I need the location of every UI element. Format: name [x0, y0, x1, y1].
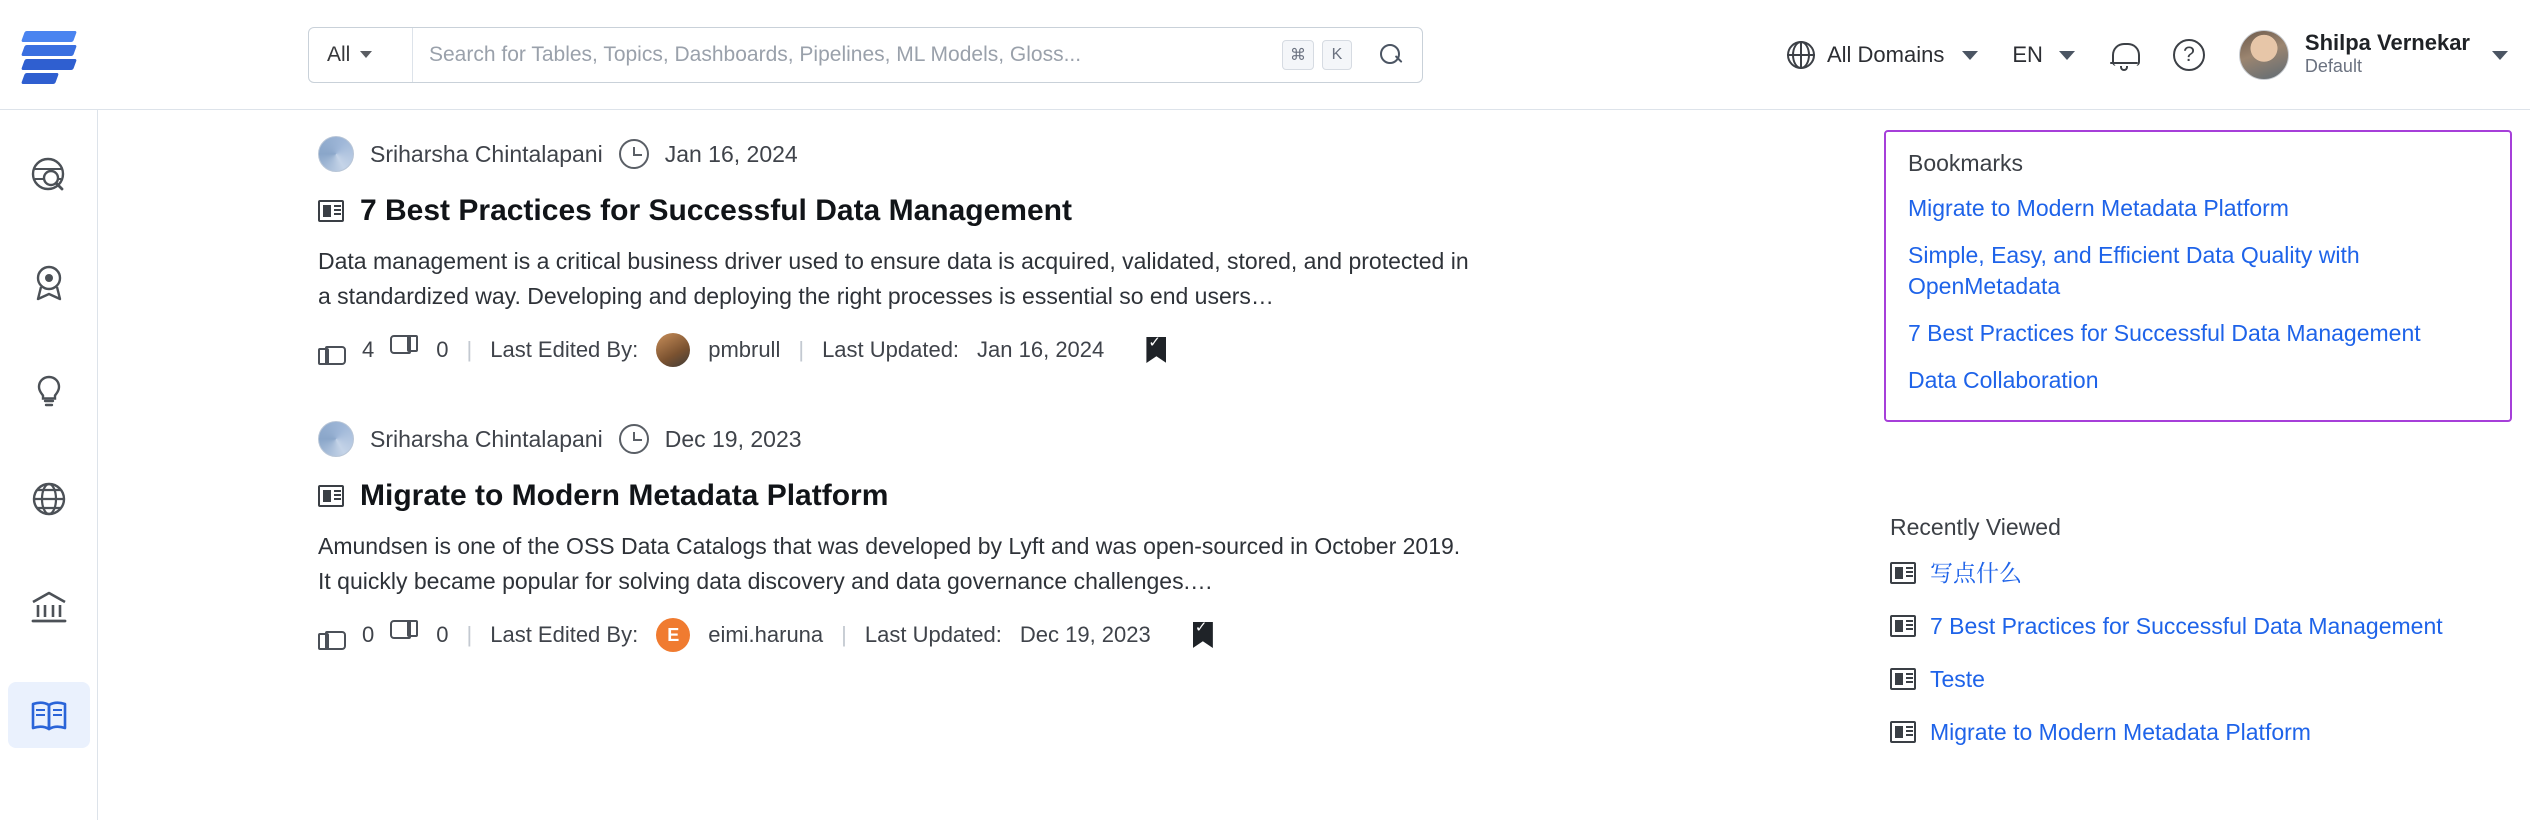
post-stats: [318, 618, 1868, 652]
thumbs-down-icon[interactable]: [392, 337, 418, 363]
global-search: [308, 27, 1423, 83]
search-scope-label: All: [327, 42, 351, 66]
kbd-meta: ⌘: [1282, 40, 1314, 70]
last-updated-value: Jan 16, 2024: [977, 337, 1105, 362]
sidebar-item-explore[interactable]: [8, 142, 90, 208]
bookmark-icon[interactable]: [1193, 622, 1213, 648]
domain-selector-label: All Domains: [1826, 42, 1945, 67]
editor-avatar: E: [656, 618, 690, 652]
kbd-k: K: [1322, 40, 1352, 70]
openmetadata-logo-icon: [23, 29, 75, 81]
divider: |: [466, 622, 473, 647]
last-edited-by: pmbrull: [708, 337, 781, 362]
app-logo[interactable]: [0, 0, 98, 110]
last-updated-label: Last Updated:: [864, 622, 1002, 647]
recently-viewed-link[interactable]: 写点什么: [1930, 560, 2022, 586]
recently-viewed-title: Recently Viewed: [1890, 514, 2061, 540]
top-right-actions: [1787, 0, 2508, 110]
post-title[interactable]: [318, 194, 1868, 228]
post-card: [318, 421, 1868, 652]
post-date: Jan 16, 2024: [664, 140, 798, 167]
recently-viewed-list: [1890, 558, 2510, 770]
post-title-text: Migrate to Modern Metadata Platform: [360, 479, 889, 512]
globe-icon: [27, 477, 71, 521]
post-card: [318, 136, 1868, 367]
post-date: Dec 19, 2023: [664, 425, 802, 452]
post-excerpt: Amundsen is one of the OSS Data Catalogs that was developed by Lyft and was open-sourced in October 2019. It quickly became popular for solving data discovery and data governance challenges.…: [318, 533, 1461, 594]
top-navigation-bar: [0, 0, 2530, 110]
post-meta: [318, 421, 1868, 457]
domain-selector[interactable]: [1787, 41, 1978, 69]
user-persona: Default: [2304, 56, 2362, 77]
chevron-down-icon: [2492, 51, 2508, 60]
last-updated-value: Dec 19, 2023: [1019, 622, 1151, 647]
like-count: 4: [362, 337, 375, 362]
editor-avatar: [656, 333, 690, 367]
clock-icon: [619, 424, 649, 454]
document-icon: [1890, 615, 1916, 637]
bookmark-link[interactable]: 7 Best Practices for Successful Data Management: [1908, 320, 2421, 347]
recently-viewed-link[interactable]: Migrate to Modern Metadata Platform: [1930, 719, 2311, 746]
explore-search-icon: [27, 153, 71, 197]
search-input[interactable]: [413, 29, 1282, 81]
language-selector[interactable]: [2012, 42, 2075, 68]
chevron-down-icon: [360, 51, 372, 58]
sidebar-item-observability[interactable]: [8, 250, 90, 316]
document-icon: [1890, 668, 1916, 690]
post-title-text: 7 Best Practices for Successful Data Management: [360, 194, 1072, 227]
like-count: 0: [362, 622, 375, 647]
sidebar-item-governance[interactable]: [8, 574, 90, 640]
sidebar-item-insights[interactable]: [8, 358, 90, 424]
post-title[interactable]: [318, 479, 1868, 513]
open-book-icon: [27, 693, 71, 737]
notifications-button[interactable]: [2109, 39, 2139, 71]
divider: |: [841, 622, 847, 647]
sidebar-item-domains[interactable]: [8, 466, 90, 532]
globe-icon: [1787, 41, 1815, 69]
list-item[interactable]: [1890, 664, 2510, 695]
bookmarks-panel: [1884, 130, 2512, 422]
divider: [1122, 337, 1128, 363]
post-author: Sriharsha Chintalapani: [370, 140, 603, 167]
sidebar-item-knowledge-center[interactable]: [8, 682, 90, 748]
bookmark-link[interactable]: Data Collaboration: [1908, 367, 2099, 394]
bookmark-link[interactable]: Simple, Easy, and Efficient Data Quality with OpenMetadata: [1908, 242, 2360, 300]
clock-icon: [619, 139, 649, 169]
search-icon: [1380, 44, 1402, 66]
thumbs-up-icon[interactable]: [318, 337, 344, 363]
last-edited-by: eimi.haruna: [708, 622, 824, 647]
recently-viewed-link[interactable]: 7 Best Practices for Successful Data Management: [1930, 613, 2443, 640]
divider: |: [466, 337, 473, 362]
left-sidebar: [0, 110, 98, 820]
post-excerpt: Data management is a critical business driver used to ensure data is acquired, validated, stored, and protected in a standardized way. Developing and deploying the right processes is essential so end users…: [318, 248, 1469, 309]
right-sidebar: [1868, 110, 2530, 820]
lightbulb-icon: [27, 369, 71, 413]
user-menu[interactable]: [2239, 30, 2508, 80]
document-icon: [1890, 562, 1916, 584]
document-icon: [318, 200, 344, 222]
last-edited-label: Last Edited By:: [490, 622, 639, 647]
chevron-down-icon: [2059, 51, 2075, 60]
language-label: EN: [2012, 42, 2043, 67]
list-item[interactable]: [1890, 717, 2510, 748]
bookmarks-title: Bookmarks: [1908, 150, 2024, 176]
knowledge-feed: [98, 110, 1868, 820]
divider: |: [798, 337, 805, 362]
recently-viewed-link[interactable]: Teste: [1930, 666, 1985, 693]
user-name: Shilpa Vernekar: [2304, 30, 2470, 56]
chevron-down-icon: [1962, 51, 1978, 60]
search-scope-dropdown[interactable]: [309, 28, 413, 82]
avatar: [2239, 30, 2289, 80]
dislike-count: 0: [436, 622, 449, 647]
author-avatar: [318, 136, 354, 172]
search-submit-button[interactable]: [1360, 28, 1422, 82]
dislike-count: 0: [436, 337, 449, 362]
post-author: Sriharsha Chintalapani: [370, 425, 603, 452]
author-avatar: [318, 421, 354, 457]
post-stats: [318, 333, 1868, 367]
help-button[interactable]: ?: [2173, 39, 2205, 71]
thumbs-down-icon[interactable]: [392, 622, 418, 648]
quality-badge-icon: [27, 261, 71, 305]
post-meta: [318, 136, 1868, 172]
document-icon: [318, 485, 344, 507]
bookmark-icon[interactable]: [1146, 337, 1166, 363]
divider: [1169, 622, 1175, 648]
list-item[interactable]: [1890, 611, 2510, 642]
bookmark-link[interactable]: Migrate to Modern Metadata Platform: [1908, 195, 2289, 221]
bank-icon: [27, 585, 71, 629]
search-shortcut-hint: [1282, 40, 1360, 70]
list-item[interactable]: [1890, 558, 2510, 589]
last-edited-label: Last Edited By:: [490, 337, 639, 362]
document-icon: [1890, 721, 1916, 743]
last-updated-label: Last Updated:: [822, 337, 960, 362]
thumbs-up-icon[interactable]: [318, 622, 344, 648]
